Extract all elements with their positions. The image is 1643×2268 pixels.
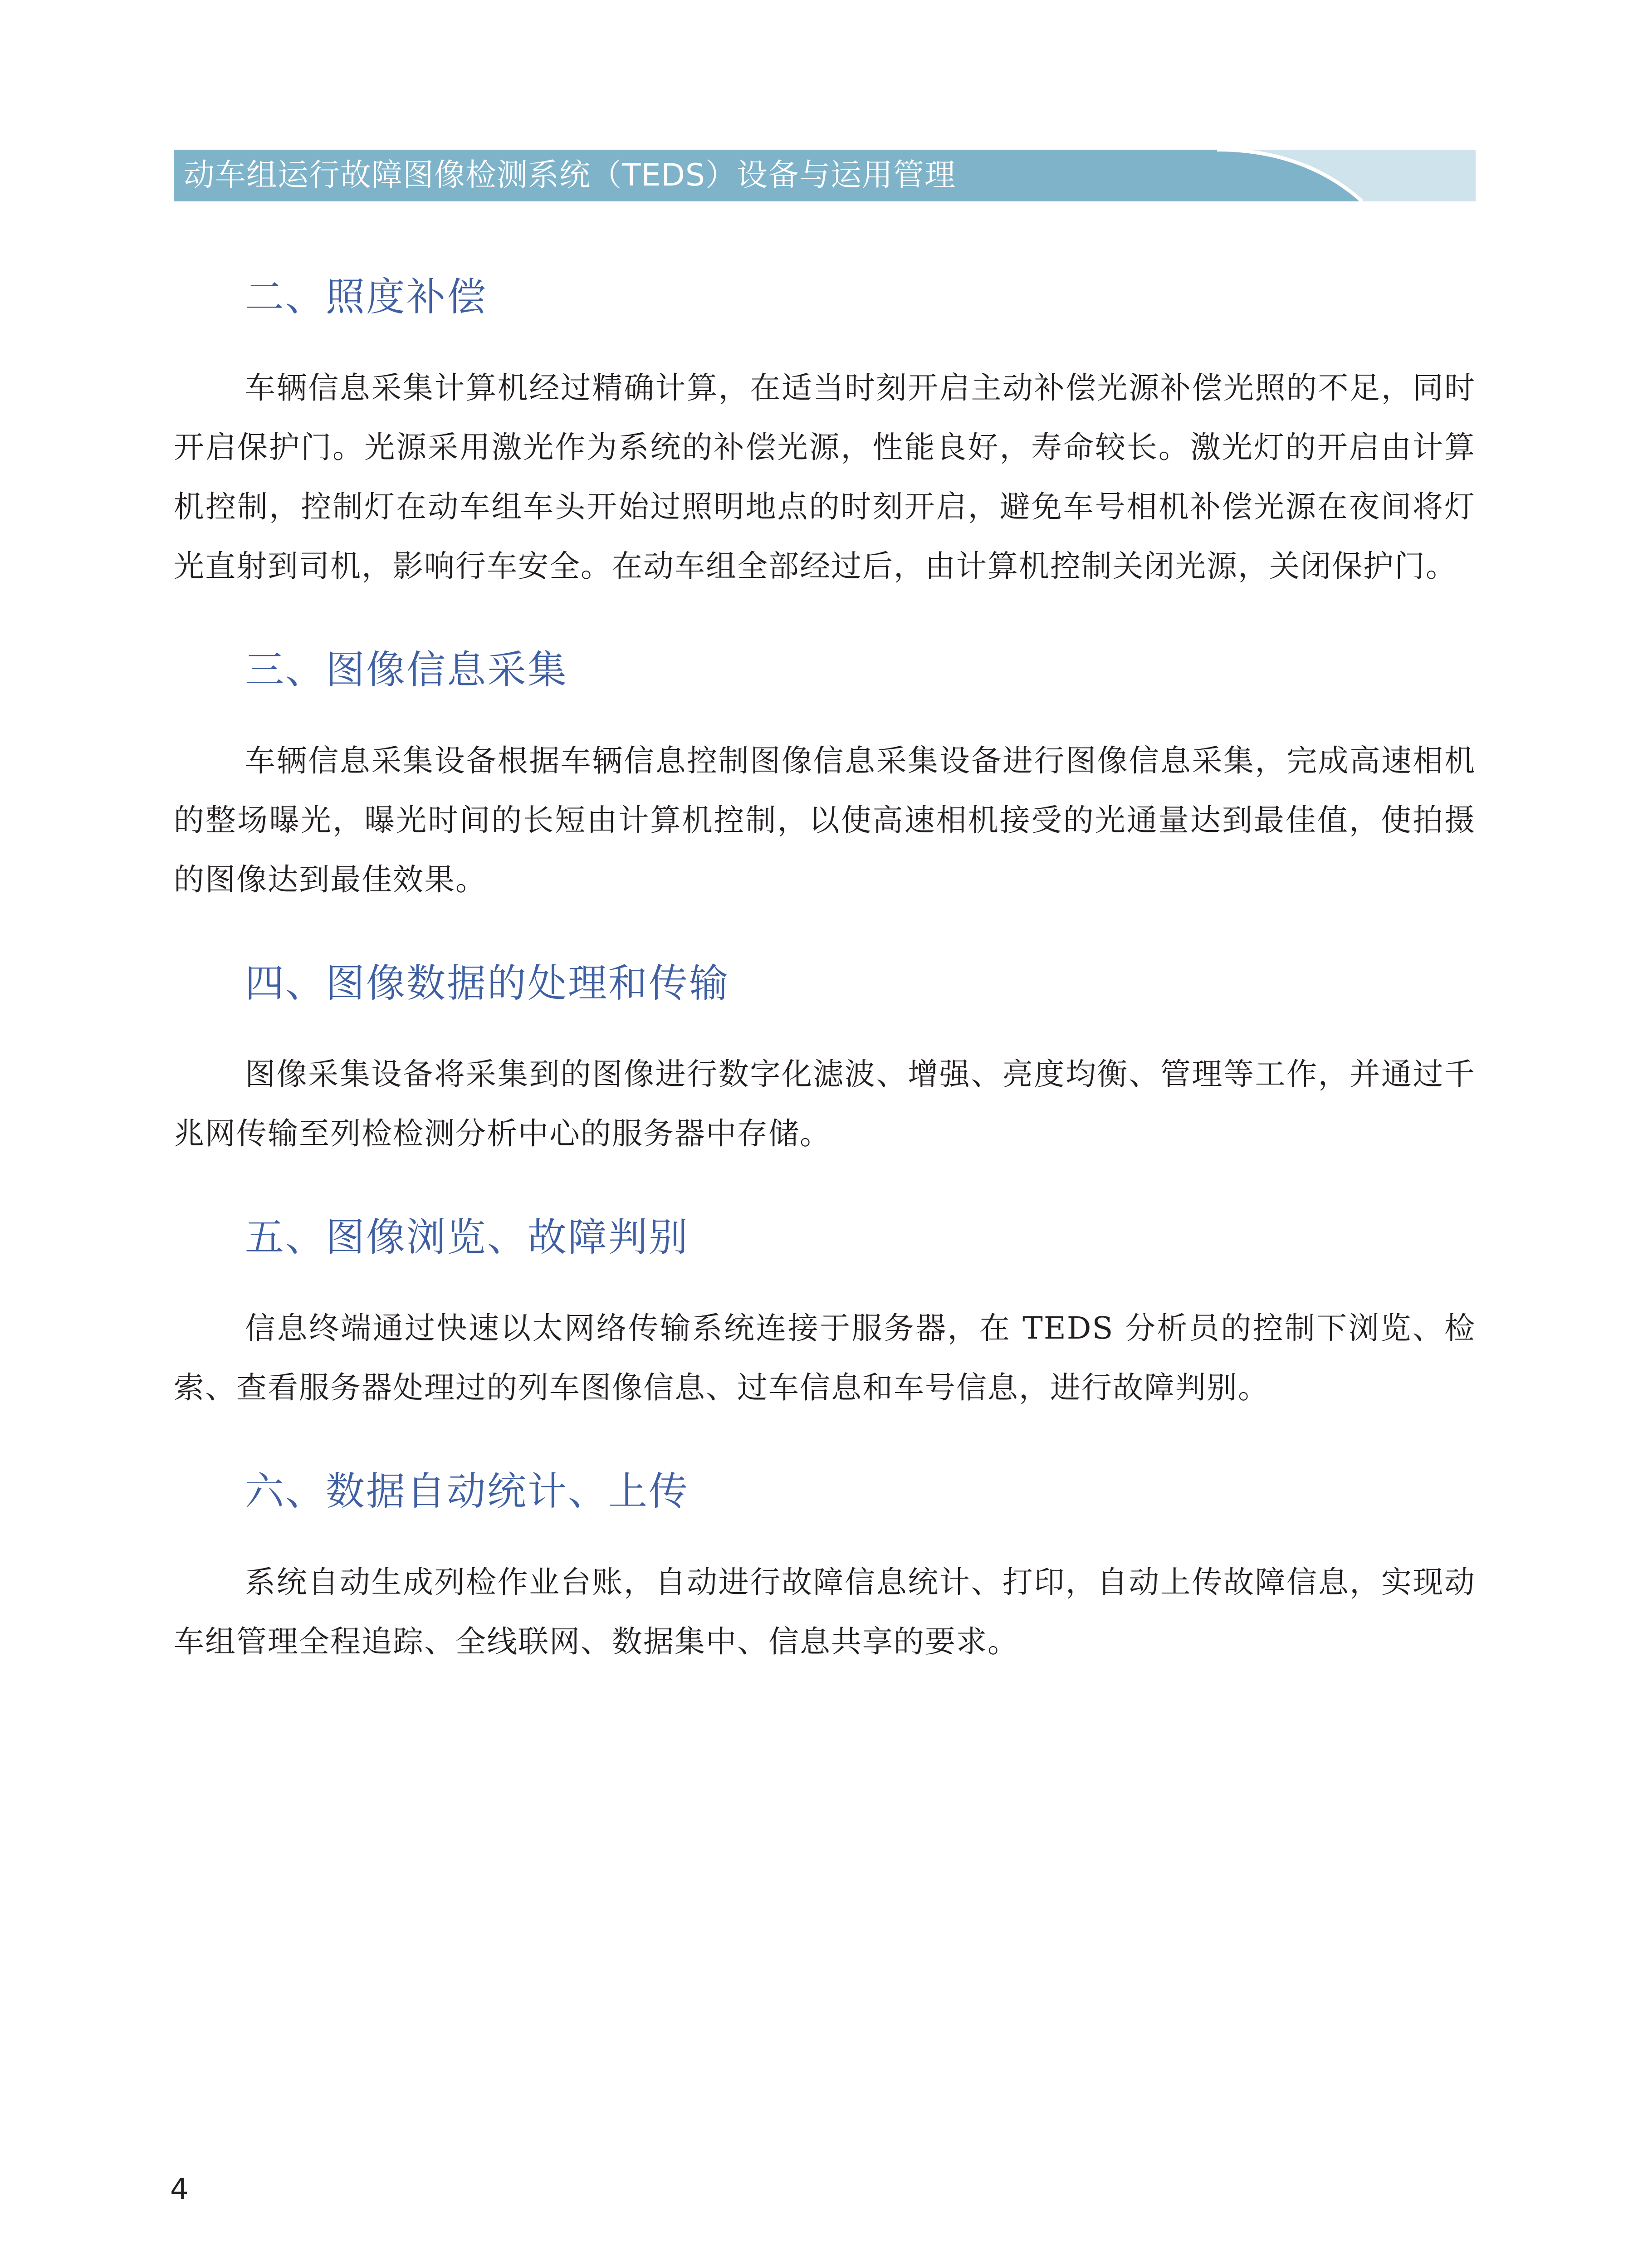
section-image-processing-transmission bbox=[174, 958, 1476, 1163]
section-paragraph: 车辆信息采集设备根据车辆信息控制图像信息采集设备进行图像信息采集，完成高速相机的整场曝光，曝光时间的长短由计算机控制，以使高速相机接受的光通量达到最佳值，使拍摄的图像达到最佳效果。 bbox=[174, 743, 1476, 897]
running-header-title: 动车组运行故障图像检测系统（TEDS）设备与运用管理 bbox=[184, 157, 956, 193]
section-data-statistics-upload bbox=[174, 1466, 1476, 1672]
section-image-browsing-fault-detection bbox=[174, 1212, 1476, 1418]
section-heading: 二、照度补偿 bbox=[245, 274, 487, 320]
section-paragraph: 图像采集设备将采集到的图像进行数字化滤波、增强、亮度均衡、管理等工作，并通过千兆网传输至列检检测分析中心的服务器中存储。 bbox=[174, 1056, 1476, 1151]
section-illumination-compensation bbox=[174, 272, 1476, 596]
page-number: 4 bbox=[170, 2173, 189, 2206]
page-body bbox=[174, 272, 1476, 1672]
section-heading: 六、数据自动统计、上传 bbox=[245, 1469, 689, 1514]
section-heading: 五、图像浏览、故障判别 bbox=[245, 1215, 689, 1260]
section-heading: 四、图像数据的处理和传输 bbox=[245, 961, 729, 1006]
section-paragraph: 信息终端通过快速以太网络传输系统连接于服务器，在 TEDS 分析员的控制下浏览、检索、查看服务器处理过的列车图像信息、过车信息和车号信息，进行故障判别。 bbox=[174, 1310, 1476, 1405]
section-paragraph: 车辆信息采集计算机经过精确计算，在适当时刻开启主动补偿光源补偿光照的不足，同时开启保护门。光源采用激光作为系统的补偿光源，性能良好，寿命较长。激光灯的开启由计算机控制，控制灯在动车组车头开始过照明地点的时刻开启，避免车号相机补偿光源在夜间将灯光直射到司机，影响行车安全。在动车组全部经过后，由计算机控制关闭光源，关闭保护门。 bbox=[174, 370, 1476, 584]
section-heading: 三、图像信息采集 bbox=[245, 647, 568, 693]
running-header bbox=[174, 150, 1476, 201]
section-paragraph: 系统自动生成列检作业台账，自动进行故障信息统计、打印，自动上传故障信息，实现动车组管理全程追踪、全线联网、数据集中、信息共享的要求。 bbox=[174, 1564, 1476, 1659]
section-image-acquisition bbox=[174, 645, 1476, 909]
